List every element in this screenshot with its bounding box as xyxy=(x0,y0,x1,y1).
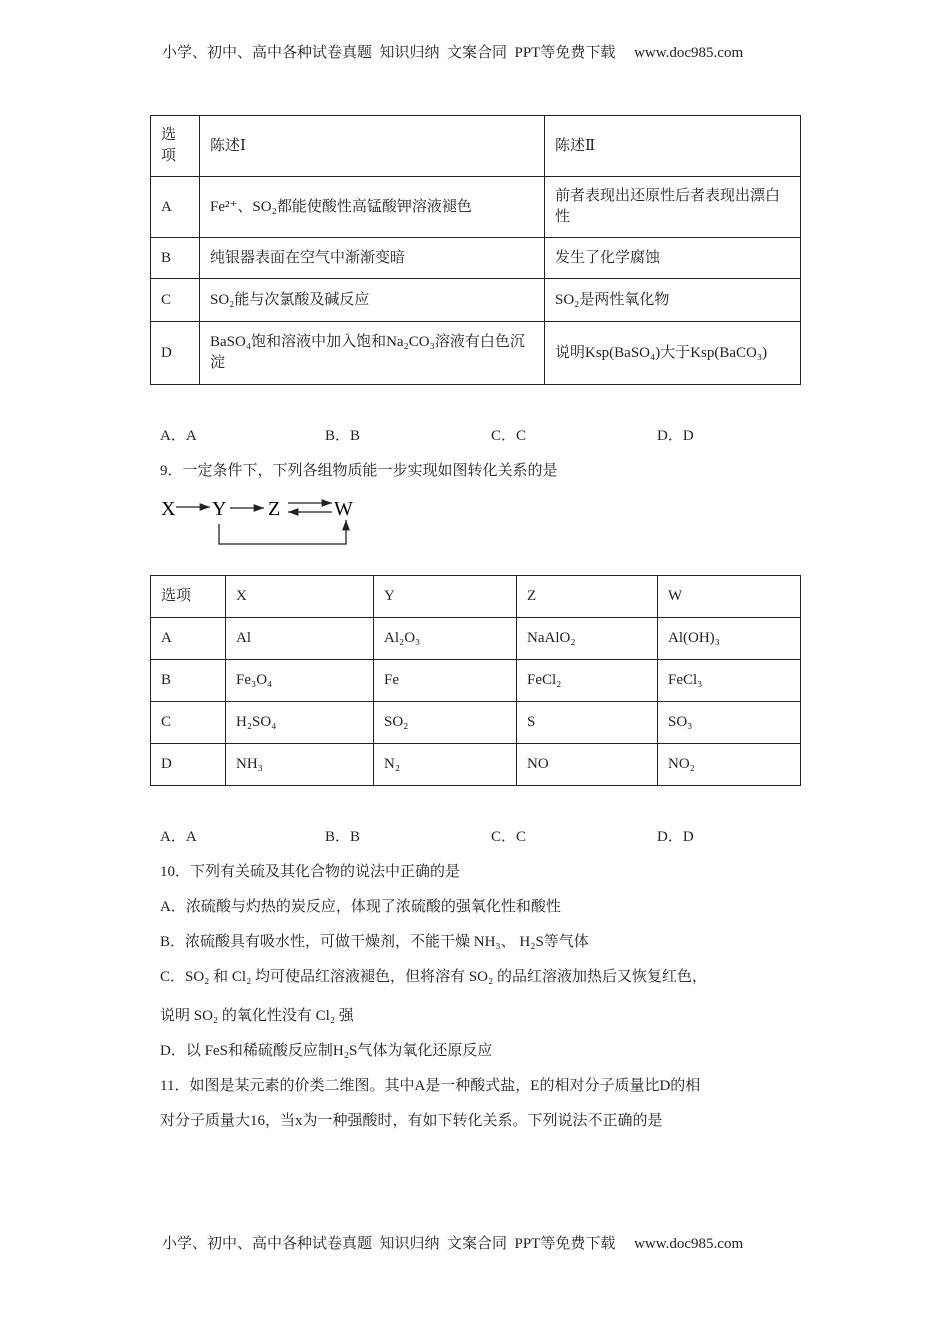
question-11-cont: 对分子质量大16，当x为一种强酸时，有如下转化关系。下列说法不正确的是 xyxy=(160,1113,663,1129)
cell: Al xyxy=(226,618,374,660)
cell: Fe xyxy=(374,660,517,702)
table-row xyxy=(151,744,801,786)
option: D．D xyxy=(657,428,694,444)
option-line: B．浓硫酸具有吸水性，可做干燥剂，不能干燥 NH₃、 H₂S等气体 xyxy=(160,934,589,950)
cell: Fe²⁺、SO₂都能使酸性高锰酸钾溶液褪色 xyxy=(200,177,545,238)
cell: NO xyxy=(517,744,658,786)
cell: SO₂是两性氧化物 xyxy=(545,279,801,322)
table-row xyxy=(151,618,801,660)
table-row xyxy=(151,177,801,238)
cell: 说明Ksp(BaSO₄)大于Ksp(BaCO₃) xyxy=(545,322,801,385)
cell: C xyxy=(151,279,200,322)
table-row xyxy=(151,660,801,702)
cell: A xyxy=(151,177,200,238)
table-header: 陈述Ⅰ xyxy=(200,116,545,177)
cell: NH₃ xyxy=(226,744,374,786)
table-header: 陈述Ⅱ xyxy=(545,116,801,177)
option: A．A xyxy=(160,829,197,845)
cell: SO₂能与次氯酸及碱反应 xyxy=(200,279,545,322)
question-10: 10．下列有关硫及其化合物的说法中正确的是 xyxy=(160,864,461,880)
table-row xyxy=(151,322,801,385)
cell: Al(OH)₃ xyxy=(658,618,801,660)
table-header: X xyxy=(226,576,374,618)
option-line: D．以 FeS和稀硫酸反应制H₂S气体为氧化还原反应 xyxy=(160,1043,493,1059)
cell: D xyxy=(151,322,200,385)
cell: 纯银器表面在空气中渐渐变暗 xyxy=(200,238,545,279)
node-y: Y xyxy=(212,498,227,520)
cell: C xyxy=(151,702,226,744)
conversion-diagram xyxy=(150,480,370,560)
statement-table xyxy=(150,115,801,385)
table-row xyxy=(151,702,801,744)
table-row xyxy=(151,238,801,279)
question-11: 11．如图是某元素的价类二维图。其中A是一种酸式盐，E的相对分子质量比D的相 xyxy=(160,1078,701,1094)
cell: BaSO₄饱和溶液中加入饱和Na₂CO₃溶液有白色沉淀 xyxy=(200,322,545,385)
table-header: W xyxy=(658,576,801,618)
page-header: 小学、初中、高中各种试卷真题 知识归纳 文案合同 PPT等免费下载 www.doc985.com xyxy=(162,45,744,61)
option: B．B xyxy=(325,829,361,845)
table-header: 选项 xyxy=(151,116,200,177)
table-header: Z xyxy=(517,576,658,618)
option: D．D xyxy=(657,829,694,845)
page-footer: 小学、初中、高中各种试卷真题 知识归纳 文案合同 PPT等免费下载 www.doc985.com xyxy=(162,1236,744,1252)
option-line: 说明 SO₂ 的氧化性没有 Cl₂ 强 xyxy=(160,1008,354,1024)
cell: N₂ xyxy=(374,744,517,786)
cell: B xyxy=(151,238,200,279)
cell: A xyxy=(151,618,226,660)
cell: Al₂O₃ xyxy=(374,618,517,660)
table-header: 选项 xyxy=(151,576,226,618)
cell: Fe₃O₄ xyxy=(226,660,374,702)
cell: B xyxy=(151,660,226,702)
cell: S xyxy=(517,702,658,744)
cell: FeCl₃ xyxy=(658,660,801,702)
option: A．A xyxy=(160,428,197,444)
substance-table xyxy=(150,575,801,786)
node-z: Z xyxy=(268,498,281,520)
cell: NaAlO₂ xyxy=(517,618,658,660)
cell: 发生了化学腐蚀 xyxy=(545,238,801,279)
question-9: 9．一定条件下，下列各组物质能一步实现如图转化关系的是 xyxy=(160,463,558,479)
arrow xyxy=(219,520,346,544)
cell: H₂SO₄ xyxy=(226,702,374,744)
node-x: X xyxy=(161,498,176,520)
option: B．B xyxy=(325,428,361,444)
table-row xyxy=(151,279,801,322)
option-line: A．浓硫酸与灼热的炭反应，体现了浓硫酸的强氧化性和酸性 xyxy=(160,899,561,915)
option: C．C xyxy=(491,829,527,845)
table-header: Y xyxy=(374,576,517,618)
cell: 前者表现出还原性后者表现出漂白性 xyxy=(545,177,801,238)
cell: FeCl₂ xyxy=(517,660,658,702)
cell: SO₃ xyxy=(658,702,801,744)
cell: SO₂ xyxy=(374,702,517,744)
node-w: W xyxy=(334,498,353,520)
cell: D xyxy=(151,744,226,786)
cell: NO₂ xyxy=(658,744,801,786)
option: C．C xyxy=(491,428,527,444)
option-line: C．SO₂ 和 Cl₂ 均可使品红溶液褪色，但将溶有 SO₂ 的品红溶液加热后又恢复红色， xyxy=(160,969,707,985)
